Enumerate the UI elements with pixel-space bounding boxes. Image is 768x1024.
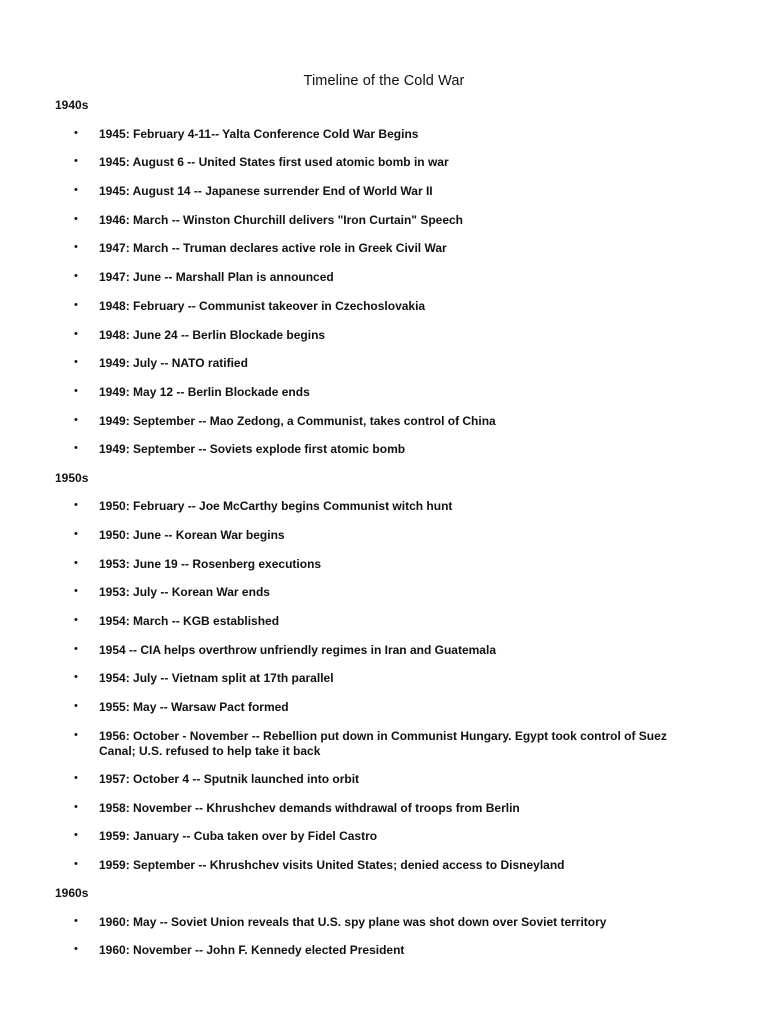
list-item-text: 1945: August 6 -- United States first used atomic bomb in war — [99, 155, 449, 169]
bullet-icon: • — [74, 127, 78, 139]
list-item-text: 1954 -- CIA helps overthrow unfriendly regimes in Iran and Guatemala — [99, 643, 496, 657]
list-item-text: 1947: June -- Marshall Plan is announced — [99, 270, 334, 284]
list-item-text: 1949: May 12 -- Berlin Blockade ends — [99, 385, 310, 399]
bullet-icon: • — [74, 356, 78, 368]
list-item-text: 1955: May -- Warsaw Pact formed — [99, 700, 289, 714]
bullet-icon: • — [74, 671, 78, 683]
section-heading-1950s: 1950s — [55, 471, 89, 485]
section-heading-1960s: 1960s — [55, 886, 89, 900]
list-item-text: 1949: September -- Mao Zedong, a Communist, takes control of China — [99, 414, 496, 428]
list-item-text: 1960: November -- John F. Kennedy elected President — [99, 943, 405, 957]
bullet-icon: • — [74, 328, 78, 340]
list-item-text: 1958: November -- Khrushchev demands withdrawal of troops from Berlin — [99, 801, 520, 815]
bullet-icon: • — [74, 442, 78, 454]
bullet-icon: • — [74, 557, 78, 569]
list-item-text: 1949: September -- Soviets explode first atomic bomb — [99, 442, 406, 456]
list-item-text: 1947: March -- Truman declares active role in Greek Civil War — [99, 241, 447, 255]
bullet-icon: • — [74, 643, 78, 655]
section-heading-1940s: 1940s — [55, 98, 89, 112]
bullet-icon: • — [74, 801, 78, 813]
bullet-icon: • — [74, 241, 78, 253]
bullet-icon: • — [74, 385, 78, 397]
bullet-icon: • — [74, 915, 78, 927]
bullet-icon: • — [74, 270, 78, 282]
bullet-icon: • — [74, 499, 78, 511]
list-item-text: 1956: October - November -- Rebellion put down in Communist Hungary. Egypt took control of Suez Canal; U.S. refused to help take it back — [99, 729, 667, 758]
list-item-text: 1954: March -- KGB established — [99, 614, 280, 628]
bullet-icon: • — [74, 184, 78, 196]
list-item-text: 1950: June -- Korean War begins — [99, 528, 285, 542]
bullet-icon: • — [74, 700, 78, 712]
bullet-icon: • — [74, 528, 78, 540]
list-item-text: 1953: June 19 -- Rosenberg executions — [99, 557, 322, 571]
list-item-text: 1948: February -- Communist takeover in Czechoslovakia — [99, 299, 426, 313]
bullet-icon: • — [74, 943, 78, 955]
page-title: Timeline of the Cold War — [303, 73, 465, 89]
list-item-text: 1959: September -- Khrushchev visits United States; denied access to Disneyland — [99, 858, 565, 872]
bullet-icon: • — [74, 414, 78, 426]
list-item-text: 1957: October 4 -- Sputnik launched into orbit — [99, 772, 360, 786]
bullet-icon: • — [74, 829, 78, 841]
list-item-text: 1945: February 4-11-- Yalta Conference Cold War Begins — [99, 127, 419, 141]
bullet-icon: • — [74, 858, 78, 870]
list-item-text: 1953: July -- Korean War ends — [99, 585, 270, 599]
bullet-icon: • — [74, 299, 78, 311]
list-item-text: 1948: June 24 -- Berlin Blockade begins — [99, 328, 326, 342]
bullet-icon: • — [74, 155, 78, 167]
list-item-text: 1950: February -- Joe McCarthy begins Communist witch hunt — [99, 499, 453, 513]
bullet-icon: • — [74, 614, 78, 626]
list-item-text: 1959: January -- Cuba taken over by Fidel Castro — [99, 829, 378, 843]
bullet-icon: • — [74, 772, 78, 784]
bullet-icon: • — [74, 729, 78, 741]
list-item-text: 1949: July -- NATO ratified — [99, 356, 248, 370]
bullet-icon: • — [74, 213, 78, 225]
list-item-text: 1946: March -- Winston Churchill delivers "Iron Curtain" Speech — [99, 213, 464, 227]
list-item-text: 1954: July -- Vietnam split at 17th parallel — [99, 671, 334, 685]
list-item-text: 1945: August 14 -- Japanese surrender End of World War II — [99, 184, 433, 198]
list-item-text: 1960: May -- Soviet Union reveals that U.S. spy plane was shot down over Soviet territory — [99, 915, 607, 929]
bullet-icon: • — [74, 585, 78, 597]
